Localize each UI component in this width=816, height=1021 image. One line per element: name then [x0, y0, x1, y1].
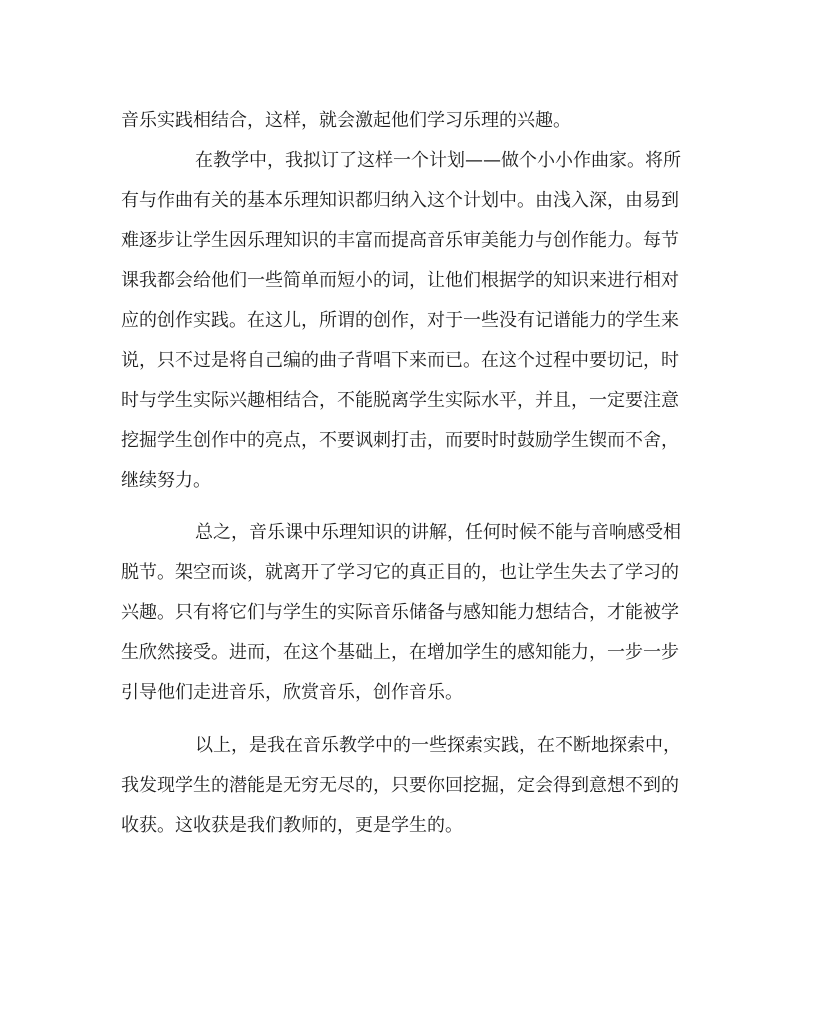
text-line: 兴趣。只有将它们与学生的实际音乐储备与感知能力想结合，才能被学 [121, 602, 679, 623]
text-line: 挖掘学生创作中的亮点，不要讽刺打击，而要时时鼓励学生锲而不舍， [121, 430, 679, 451]
paragraph-first-line: 在教学中，我拟订了这样一个计划——做个小小作曲家。将所 [195, 150, 681, 171]
text-line: 音乐实践相结合，这样，就会激起他们学习乐理的兴趣。 [121, 110, 571, 131]
text-line: 难逐步让学生因乐理知识的丰富而提高音乐审美能力与创作能力。每节 [121, 230, 679, 251]
text-line: 有与作曲有关的基本乐理知识都归纳入这个计划中。由浅入深，由易到 [121, 190, 679, 211]
text-line: 继续努力。 [121, 470, 211, 491]
text-line: 生欣然接受。进而，在这个基础上，在增加学生的感知能力，一步一步 [121, 642, 679, 663]
paragraph-first-line: 总之，音乐课中乐理知识的讲解，任何时候不能与音响感受相 [195, 522, 681, 543]
text-line: 时与学生实际兴趣相结合，不能脱离学生实际水平，并且，一定要注意 [121, 390, 679, 411]
text-line: 脱节。架空而谈，就离开了学习它的真正目的，也让学生失去了学习的 [121, 562, 679, 583]
text-line: 引导他们走进音乐，欣赏音乐，创作音乐。 [121, 682, 463, 703]
text-line: 课我都会给他们一些简单而短小的词，让他们根据学的知识来进行相对 [121, 270, 679, 291]
paragraph-first-line: 以上，是我在音乐教学中的一些探索实践，在不断地探索中， [195, 735, 681, 756]
text-line: 收获。这收获是我们教师的，更是学生的。 [121, 815, 463, 836]
text-line: 我发现学生的潜能是无穷无尽的，只要你回挖掘，定会得到意想不到的 [121, 775, 679, 796]
text-line: 应的创作实践。在这儿，所谓的创作，对于一些没有记谱能力的学生来 [121, 310, 679, 331]
text-line: 说，只不过是将自己编的曲子背唱下来而已。在这个过程中要切记，时 [121, 350, 679, 371]
